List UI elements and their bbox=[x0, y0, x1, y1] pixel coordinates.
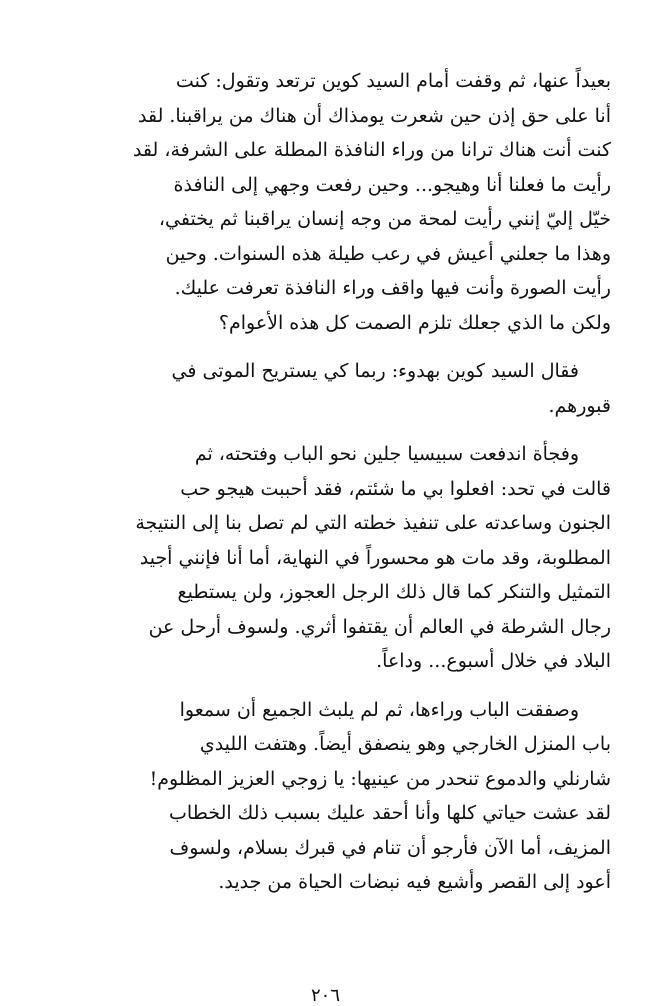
text-line: لقد عشت حياتي كلها وأنا أحقد عليك بسبب ذلك الخطاب bbox=[169, 802, 611, 824]
text-line: البلاد في خلال أسبوع... وداعاً. bbox=[376, 650, 611, 672]
page-number: ٢٠٦ bbox=[310, 985, 340, 1006]
paragraph-3 bbox=[40, 437, 611, 679]
text-line: الجنون وساعدته على تنفيذ خطته التي لم تصل بنا إلى النتيجة bbox=[135, 512, 611, 534]
paragraph-2 bbox=[40, 354, 611, 423]
text-line: خيّل إليّ إنني رأيت لمحة من وجه إنسان يراقبنا ثم يختفي، bbox=[158, 208, 611, 230]
text-line: رأيت ما فعلنا أنا وهيجو... وحين رفعت وجهي إلى النافذة bbox=[173, 173, 611, 196]
text-line: كنت أنت هناك ترانا من وراء النافذة المطلة على الشرفة، لقد bbox=[132, 139, 611, 161]
text-line: ولكن ما الذي جعلك تلزم الصمت كل هذه الأعوام؟ bbox=[218, 311, 611, 334]
text-line: المزيف، أما الآن فأرجو أن تنام في قبرك بسلام، ولسوف bbox=[169, 836, 611, 859]
text-line: بعيداً عنها، ثم وقفت أمام السيد كوين ترتعد وتقول: كنت bbox=[175, 70, 611, 92]
text-line: وفجأة اندفعت سبيسيا جلين نحو الباب وفتحته، ثم bbox=[194, 443, 579, 465]
text-line: وهذا ما جعلني أعيش في رعب طيلة هذه السنوات. وحين bbox=[165, 242, 611, 265]
text-line: فقال السيد كوين بهدوء: ربما كي يستريح الموتى في bbox=[171, 360, 579, 382]
text-line: قبورهم. bbox=[548, 394, 611, 417]
text-line: رجال الشرطة في العالم أن يقتفوا أثري. ولسوف أرحل عن bbox=[148, 615, 611, 638]
text-line: وصفقت الباب وراءها، ثم لم يلبث الجميع أن سمعوا bbox=[179, 698, 579, 721]
text-line: التمثيل والتنكر كما قال ذلك الرجل العجوز، ولن يستطيع bbox=[177, 581, 611, 603]
text-line: قالت في تحد: افعلوا بي ما شئتم، فقد أحببت هيجو حب bbox=[180, 477, 611, 500]
text-line: أنا على حق إذن حين شعرت يومذاك أن هناك من يراقبنا. لقد bbox=[137, 104, 611, 127]
text-line: باب المنزل الخارجي وهو ينصفق أيضاً. وهتفت الليدي bbox=[199, 733, 611, 755]
book-page-text bbox=[40, 64, 611, 914]
text-line: شارنلي والدموع تنحدر من عينيها: يا زوجي العزيز المظلوم! bbox=[149, 767, 611, 790]
paragraph-4 bbox=[40, 693, 611, 900]
text-line: المطلوبة، وقد مات هو محسوراً في النهاية، أما أنا فإنني أجيد bbox=[139, 546, 611, 569]
paragraph-1 bbox=[40, 64, 611, 340]
text-line: رأيت الصورة وأنت فيها واقف وراء النافذة تعرفت عليك. bbox=[174, 277, 611, 299]
text-line: أعود إلى القصر وأشيع فيه نبضات الحياة من جديد. bbox=[218, 871, 611, 893]
